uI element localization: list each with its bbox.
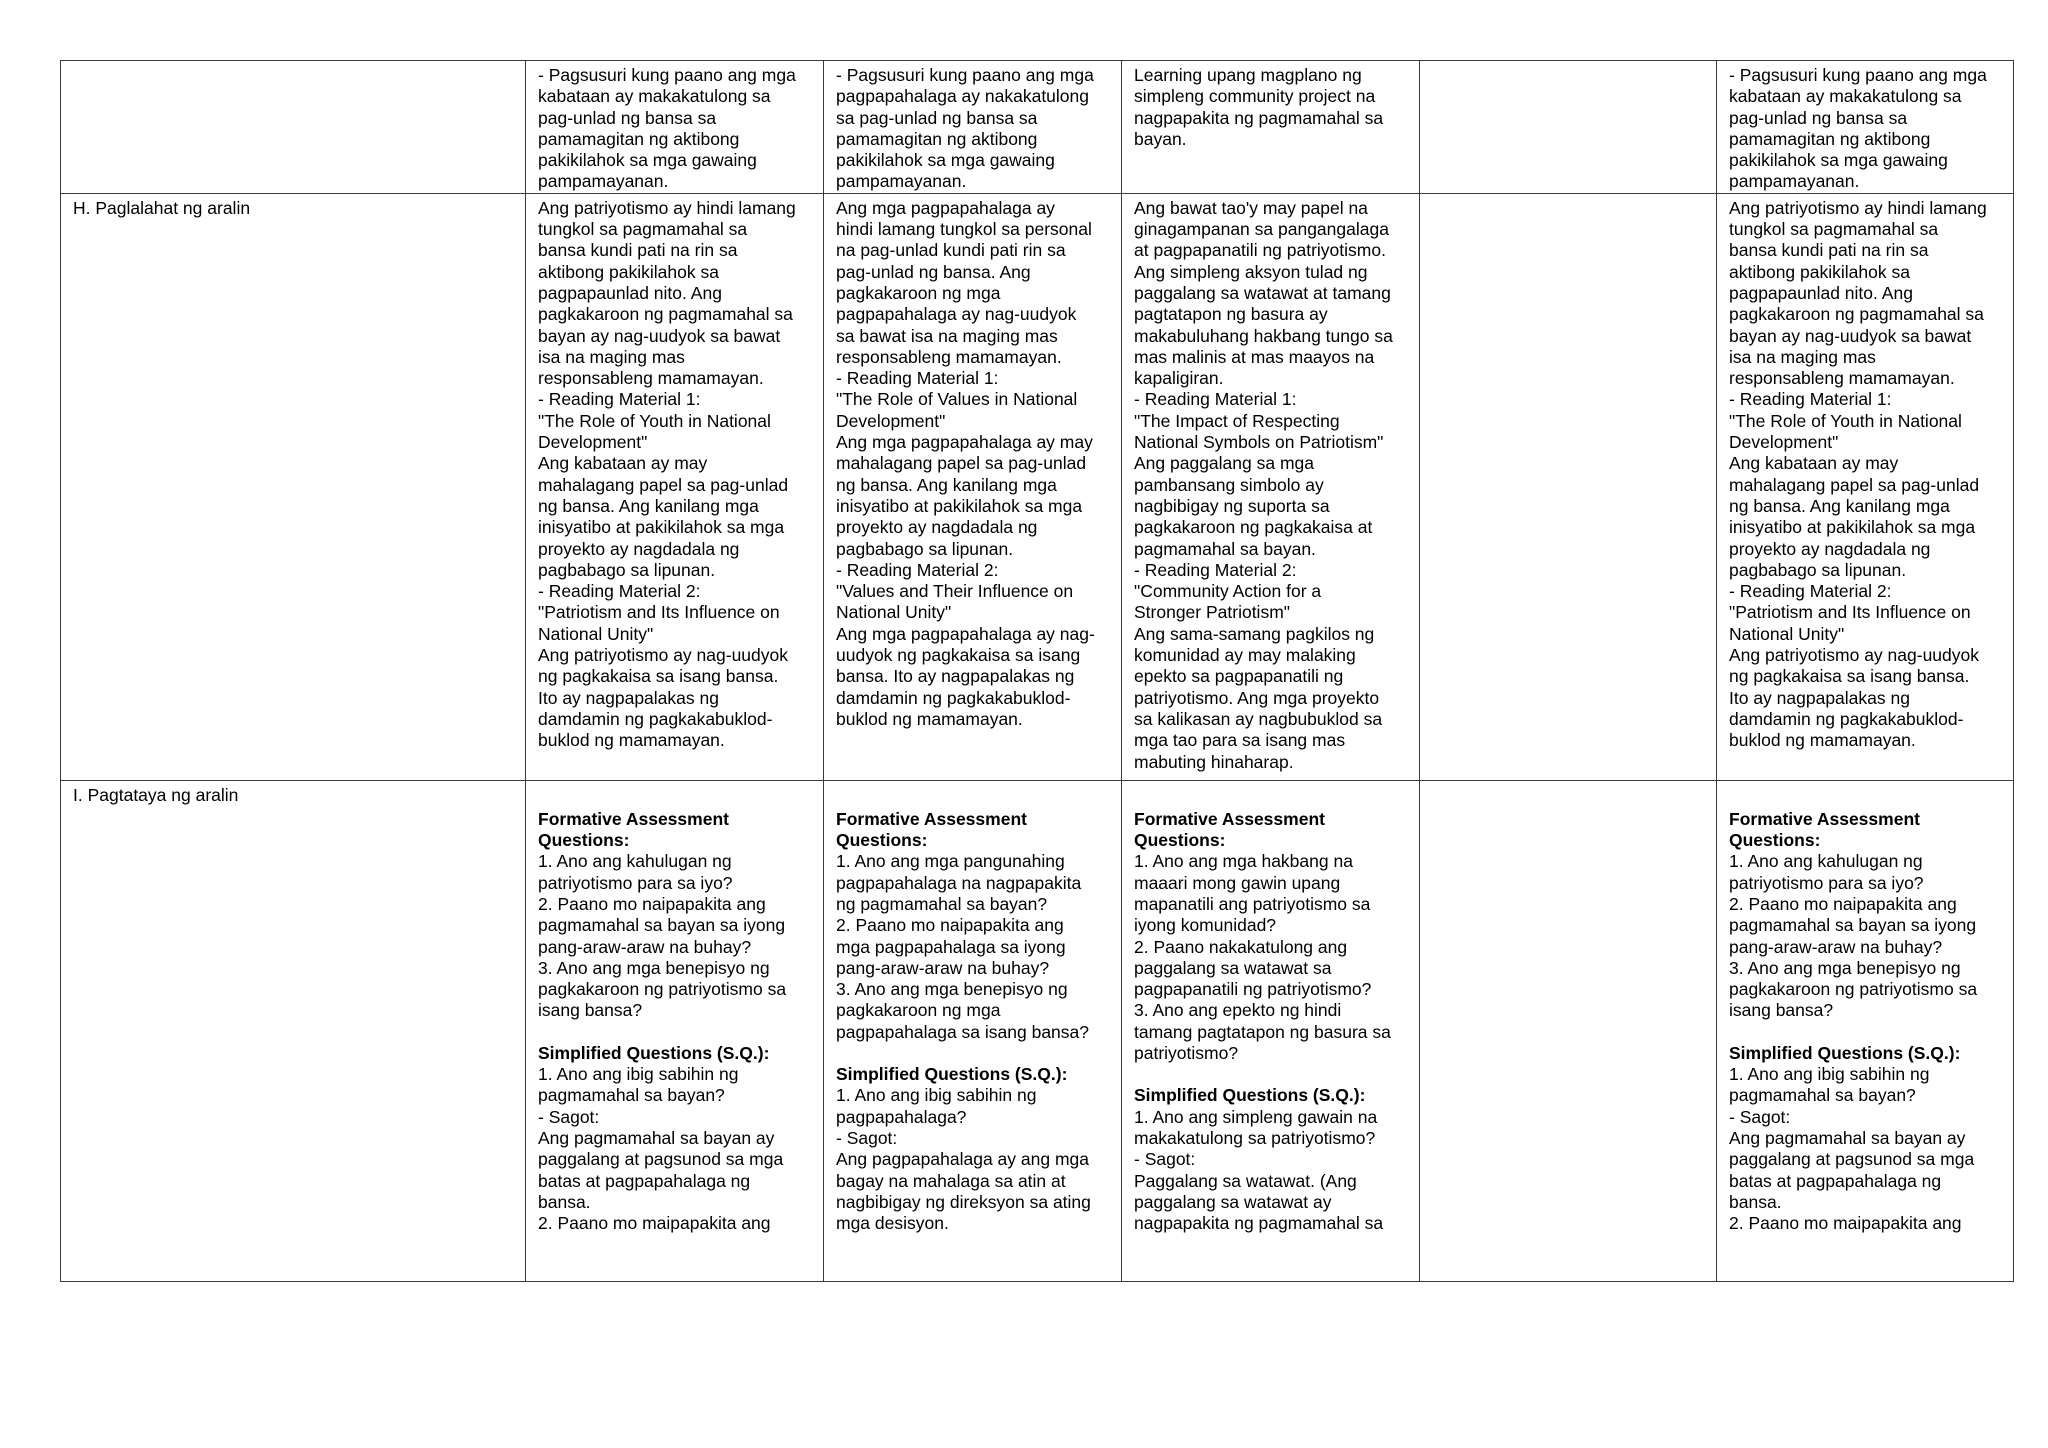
cell-text-line: sa bawat isa na maging mas — [836, 325, 1058, 346]
cell-text-line: 3. Ano ang mga benepisyo ng — [538, 957, 770, 978]
cell-text-line: pamamagitan ng aktibong — [538, 128, 740, 149]
cell-text-line: mga desisyon. — [836, 1213, 949, 1234]
cell-heading-line: Simplified Questions (S.Q.): — [538, 1042, 770, 1063]
cell-text-line: National Unity" — [836, 602, 952, 623]
cell-text-line: pagpapahalaga na nagpapakita — [836, 872, 1082, 893]
cell-text-line: Ang mga pagpapahalaga ay nag- — [836, 623, 1095, 644]
cell-text-line: nagpapakita ng pagmamahal sa — [1134, 1213, 1384, 1234]
table-cell — [526, 61, 824, 194]
cell-text-line: 1. Ano ang kahulugan ng — [538, 851, 732, 872]
cell-text-line: kapaligiran. — [1134, 368, 1224, 389]
cell-text-line: pagpapahalaga sa isang bansa? — [836, 1021, 1089, 1042]
cell-text-line: Ito ay nagpapalakas ng — [1729, 687, 1910, 708]
cell-text-line: pagpapaunlad nito. Ang — [538, 282, 722, 303]
cell-text-line: nagpapakita ng pagmamahal sa — [1134, 107, 1384, 128]
cell-text-line: Ang pagpapahalaga ay ang mga — [836, 1149, 1089, 1170]
cell-text-line: Ang bawat tao'y may papel na — [1134, 197, 1368, 218]
cell-text-line: bansa. — [538, 1191, 591, 1212]
cell-text-line: pang-araw-araw na buhay? — [538, 936, 752, 957]
table-cell — [1122, 780, 1420, 1281]
cell-text-line: 1. Ano ang kahulugan ng — [1729, 851, 1923, 872]
table-cell — [824, 193, 1122, 780]
cell-text-line: bayan ay nag-uudyok sa bawat — [538, 325, 781, 346]
table-cell — [1122, 193, 1420, 780]
cell-text-line: pagkakaroon ng pagmamahal sa — [538, 304, 793, 325]
cell-text-line: responsableng mamamayan. — [836, 346, 1062, 367]
cell-text-line: ng pagkakaisa sa isang bansa. — [538, 666, 779, 687]
cell-text-line: damdamin ng pagkakabuklod- — [1729, 708, 1964, 729]
cell-text-line: damdamin ng pagkakabuklod- — [836, 687, 1071, 708]
cell-text-line: inisyatibo at pakikilahok sa mga — [836, 495, 1083, 516]
cell-text-line: pagtatapon ng basura ay — [1134, 304, 1328, 325]
cell-text-line: mga tao para sa isang mas — [1134, 730, 1346, 751]
table-cell — [1717, 193, 2014, 780]
cell-text-line: kabataan ay makakatulong sa — [538, 86, 771, 107]
cell-text-line: Development" — [836, 410, 946, 431]
cell-text-line: 2. Paano mo maipapakita ang — [538, 1213, 771, 1234]
cell-text-line: "The Role of Youth in National — [1729, 410, 1962, 431]
cell-text-line: 2. Paano nakakatulong ang — [1134, 936, 1348, 957]
cell-text-line: bayan. — [1134, 128, 1187, 149]
cell-text-line: Ang patriyotismo ay nag-uudyok — [1729, 645, 1979, 666]
cell-text-line: - Reading Material 1: — [538, 389, 701, 410]
cell-text-line: makabuluhang hakbang tungo sa — [1134, 325, 1393, 346]
table-cell — [1717, 780, 2014, 1281]
cell-text-line: Ang pagmamahal sa bayan ay — [538, 1127, 775, 1148]
cell-text-line: mas malinis at mas maayos na — [1134, 346, 1375, 367]
cell-heading-line: Questions: — [538, 830, 630, 851]
cell-text-line: Development" — [538, 432, 648, 453]
cell-text-line: - Reading Material 1: — [1134, 389, 1297, 410]
line-spacer — [836, 1043, 1109, 1064]
cell-text-line: Ito ay nagpapalakas ng — [538, 687, 719, 708]
cell-text-line: aktibong pakikilahok sa — [1729, 261, 1910, 282]
cell-text-line: pampamayanan. — [1729, 171, 1860, 192]
cell-text-line: mahalagang papel sa pag-unlad — [1729, 474, 1980, 495]
cell-text-line: isa na maging mas — [1729, 346, 1876, 367]
cell-text-line: 2. Paano mo maipapakita ang — [1729, 1213, 1962, 1234]
cell-text-line: nagbibigay ng direksyon sa ating — [836, 1191, 1091, 1212]
cell-text-line: pagmamahal sa bayan. — [1134, 538, 1316, 559]
cell-text-line: Ang sama-samang pagkilos ng — [1134, 623, 1375, 644]
cell-text-line: ng pagmamahal sa bayan? — [836, 893, 1048, 914]
cell-text-line: bansa. — [1729, 1191, 1782, 1212]
cell-text-line: 1. Ano ang ibig sabihin ng — [538, 1064, 739, 1085]
cell-text-line: batas at pagpapahalaga ng — [538, 1170, 751, 1191]
cell-text-line: at pagpapanatili ng patriyotismo. — [1134, 240, 1386, 261]
cell-text-line: maaari mong gawin upang — [1134, 872, 1341, 893]
cell-text-line: Stronger Patriotism" — [1134, 602, 1290, 623]
cell-text-line: inisyatibo at pakikilahok sa mga — [538, 517, 785, 538]
cell-text-line: pagmamahal sa bayan sa iyong — [1729, 915, 1977, 936]
cell-text-line: "The Role of Youth in National — [538, 410, 771, 431]
cell-text-line: Ang kabataan ay may — [538, 453, 708, 474]
cell-text-line: patriyotismo para sa iyo? — [538, 872, 733, 893]
cell-text-line: proyekto ay nagdadala ng — [1729, 538, 1931, 559]
cell-text-line: kabataan ay makakatulong sa — [1729, 86, 1962, 107]
cell-text-line: proyekto ay nagdadala ng — [538, 538, 740, 559]
cell-text-line: isang bansa? — [538, 1000, 643, 1021]
cell-text-line: pagbabago sa lipunan. — [836, 538, 1014, 559]
lesson-plan-table — [60, 60, 2014, 1282]
cell-text-line: paggalang at pagsunod sa mga — [538, 1149, 784, 1170]
cell-text-line: ng bansa. Ang kanilang mga — [538, 495, 759, 516]
table-cell — [1122, 61, 1420, 194]
cell-text-line: epekto sa pagpapanatili ng — [1134, 666, 1344, 687]
cell-text-line: ng bansa. Ang kanilang mga — [836, 474, 1057, 495]
cell-text-line: pagkakaroon ng mga — [836, 282, 1001, 303]
table-cell — [526, 780, 824, 1281]
cell-text-line: "Patriotism and Its Influence on — [1729, 602, 1971, 623]
cell-text-line: pampamayanan. — [836, 171, 967, 192]
cell-text-line: pag-unlad ng bansa sa — [538, 107, 717, 128]
cell-text-line: - Pagsusuri kung paano ang mga — [836, 65, 1094, 85]
cell-text-line: "Patriotism and Its Influence on — [538, 602, 780, 623]
cell-text-line: "Values and Their Influence on — [836, 581, 1074, 602]
cell-text-line: - Reading Material 2: — [538, 581, 701, 602]
cell-text-line: hindi lamang tungkol sa personal — [836, 219, 1092, 240]
cell-text-line: - Sagot: — [538, 1106, 600, 1127]
cell-text-line: bansa kundi pati na rin sa — [538, 240, 738, 261]
cell-text-line: mga pagpapahalaga sa iyong — [836, 936, 1066, 957]
cell-text-line: - Sagot: — [1134, 1149, 1196, 1170]
cell-text-line: pagbabago sa lipunan. — [538, 559, 716, 580]
cell-text-line: pagbabago sa lipunan. — [1729, 559, 1907, 580]
cell-text-line: responsableng mamamayan. — [1729, 368, 1955, 389]
cell-text-line: pambansang simbolo ay — [1134, 474, 1324, 495]
cell-text-line: pagmamahal sa bayan? — [1729, 1085, 1916, 1106]
cell-text-line: ng pagkakaisa sa isang bansa. — [1729, 666, 1970, 687]
cell-text-line: pagkakaroon ng mga — [836, 1000, 1001, 1021]
cell-text-line: pagpapaunlad nito. Ang — [1729, 282, 1913, 303]
cell-text-line: paggalang sa watawat sa — [1134, 957, 1332, 978]
cell-text-line: pamamagitan ng aktibong — [836, 128, 1038, 149]
cell-text-line: batas at pagpapahalaga ng — [1729, 1170, 1942, 1191]
cell-text-line: nagbibigay ng suporta sa — [1134, 495, 1330, 516]
table-cell — [1717, 61, 2014, 194]
cell-text-line: Ang pagmamahal sa bayan ay — [1729, 1127, 1966, 1148]
cell-text-line: sa pag-unlad ng bansa sa — [836, 107, 1038, 128]
cell-text-line: - Reading Material 1: — [836, 368, 999, 389]
cell-heading-line: Formative Assessment — [836, 808, 1027, 829]
cell-text-line: mapanatili ang patriyotismo sa — [1134, 893, 1371, 914]
cell-text-line: - Pagsusuri kung paano ang mga — [538, 65, 796, 85]
cell-text-line: 2. Paano mo naipapakita ang — [1729, 893, 1957, 914]
cell-text-line: bansa. Ito ay nagpapalakas ng — [836, 666, 1075, 687]
cell-text-line: - Sagot: — [836, 1127, 898, 1148]
cell-text-line: pagpapahalaga ay nakakatulong — [836, 86, 1089, 107]
cell-text-line: uudyok ng pagkakaisa sa isang — [836, 645, 1081, 666]
cell-heading-line: Simplified Questions (S.Q.): — [1134, 1085, 1366, 1106]
cell-text-line: isang bansa? — [1729, 1000, 1834, 1021]
cell-heading-line: Questions: — [1134, 830, 1226, 851]
cell-text-line: pagkakaroon ng pagmamahal sa — [1729, 304, 1984, 325]
cell-text-line: pakikilahok sa mga gawaing — [1729, 150, 1948, 171]
cell-text-line: inisyatibo at pakikilahok sa mga — [1729, 517, 1976, 538]
cell-text-line: tungkol sa pagmamahal sa — [538, 219, 748, 240]
cell-text-line: - Reading Material 1: — [1729, 389, 1892, 410]
table-row — [61, 193, 2014, 780]
table-cell — [1420, 780, 1717, 1281]
cell-text-line: mabuting hinaharap. — [1134, 751, 1294, 772]
cell-text-line: pampamayanan. — [538, 171, 669, 192]
cell-text-line: isa na maging mas — [538, 346, 685, 367]
cell-heading-line: Formative Assessment — [1729, 808, 1920, 829]
cell-text-line: "The Impact of Respecting — [1134, 410, 1340, 431]
cell-text-line: - Reading Material 2: — [1729, 581, 1892, 602]
cell-text-line: tungkol sa pagmamahal sa — [1729, 219, 1939, 240]
cell-text-line: pamamagitan ng aktibong — [1729, 128, 1931, 149]
cell-text-line: pagpapahalaga? — [836, 1106, 967, 1127]
cell-heading-line: Formative Assessment — [538, 808, 729, 829]
cell-text-line: Ang patriyotismo ay hindi lamang — [538, 197, 796, 218]
cell-text-line: - Sagot: — [1729, 1106, 1791, 1127]
cell-text-line: 1. Ano ang ibig sabihin ng — [1729, 1064, 1930, 1085]
table-row — [61, 780, 2014, 1281]
cell-text-line: "Community Action for a — [1134, 581, 1322, 602]
cell-text-line: pang-araw-araw na buhay? — [1729, 936, 1943, 957]
cell-heading-line: Questions: — [836, 830, 928, 851]
cell-text-line: tamang pagtatapon ng basura sa — [1134, 1021, 1391, 1042]
cell-text-line: patriyotismo para sa iyo? — [1729, 872, 1924, 893]
cell-text-line: 3. Ano ang mga benepisyo ng — [836, 979, 1068, 1000]
cell-text-line: responsableng mamamayan. — [538, 368, 764, 389]
cell-text-line: buklod ng mamamayan. — [1729, 730, 1916, 751]
cell-text-line: pang-araw-araw na buhay? — [836, 957, 1050, 978]
cell-text-line: pagpapahalaga ay nag-uudyok — [836, 304, 1077, 325]
table-row — [61, 61, 2014, 194]
table-cell — [1420, 193, 1717, 780]
cell-text-line: aktibong pakikilahok sa — [538, 261, 719, 282]
table-cell — [824, 780, 1122, 1281]
cell-text-line: paggalang sa watawat ay — [1134, 1191, 1332, 1212]
cell-text-line: pakikilahok sa mga gawaing — [538, 150, 757, 171]
line-spacer — [1134, 1064, 1407, 1085]
row-label: I. Pagtataya ng aralin — [61, 780, 526, 1281]
cell-text-line: Learning upang magplano ng — [1134, 65, 1362, 85]
cell-text-line: - Pagsusuri kung paano ang mga — [1729, 65, 1987, 85]
cell-text-line: simpleng community project na — [1134, 86, 1376, 107]
cell-text-line: 1. Ano ang mga hakbang na — [1134, 851, 1353, 872]
cell-heading-line: Simplified Questions (S.Q.): — [1729, 1042, 1961, 1063]
cell-text-line: paggalang at pagsunod sa mga — [1729, 1149, 1975, 1170]
cell-text-line: pakikilahok sa mga gawaing — [836, 150, 1055, 171]
cell-text-line: mahalagang papel sa pag-unlad — [836, 453, 1087, 474]
cell-text-line: na pag-unlad kundi pati rin sa — [836, 240, 1066, 261]
cell-text-line: 3. Ano ang epekto ng hindi — [1134, 1000, 1342, 1021]
line-spacer — [1729, 1022, 2001, 1043]
cell-text-line: Ang mga pagpapahalaga ay may — [836, 432, 1093, 453]
cell-text-line: proyekto ay nagdadala ng — [836, 517, 1038, 538]
table-cell — [1420, 61, 1717, 194]
cell-text-line: 1. Ano ang ibig sabihin ng — [836, 1085, 1037, 1106]
line-spacer — [538, 1022, 811, 1043]
cell-heading-line: Simplified Questions (S.Q.): — [836, 1064, 1068, 1085]
cell-text-line: - Reading Material 2: — [1134, 559, 1297, 580]
cell-text-line: sa kalikasan ay nagbubuklod sa — [1134, 708, 1383, 729]
cell-text-line: komunidad ay may malaking — [1134, 645, 1356, 666]
cell-text-line: bayan ay nag-uudyok sa bawat — [1729, 325, 1972, 346]
cell-text-line: pag-unlad ng bansa. Ang — [836, 261, 1031, 282]
cell-text-line: paggalang sa watawat at tamang — [1134, 282, 1391, 303]
cell-text-line: 2. Paano mo naipapakita ang — [836, 915, 1064, 936]
cell-text-line: Ang simpleng aksyon tulad ng — [1134, 261, 1368, 282]
cell-text-line: makakatulong sa patriyotismo? — [1134, 1127, 1376, 1148]
cell-text-line: bansa kundi pati na rin sa — [1729, 240, 1929, 261]
cell-text-line: pagpapanatili ng patriyotismo? — [1134, 979, 1372, 1000]
cell-text-line: 1. Ano ang simpleng gawain na — [1134, 1106, 1378, 1127]
cell-heading-line: Questions: — [1729, 830, 1821, 851]
cell-text-line: bagay na mahalaga sa atin at — [836, 1170, 1066, 1191]
cell-text-line: Ang patriyotismo ay nag-uudyok — [538, 645, 788, 666]
cell-text-line: iyong komunidad? — [1134, 915, 1277, 936]
cell-text-line: National Symbols on Patriotism" — [1134, 432, 1384, 453]
cell-text-line: Development" — [1729, 432, 1839, 453]
row-label — [61, 61, 526, 194]
cell-text-line: 3. Ano ang mga benepisyo ng — [1729, 957, 1961, 978]
cell-text-line: Ang patriyotismo ay hindi lamang — [1729, 197, 1987, 218]
cell-text-line: 2. Paano mo naipapakita ang — [538, 893, 766, 914]
cell-text-line: Ang mga pagpapahalaga ay — [836, 197, 1055, 218]
cell-text-line: Ang paggalang sa mga — [1134, 453, 1314, 474]
cell-text-line: "The Role of Values in National — [836, 389, 1078, 410]
cell-text-line: pagmamahal sa bayan? — [538, 1085, 725, 1106]
cell-text-line: mahalagang papel sa pag-unlad — [538, 474, 789, 495]
cell-text-line: buklod ng mamamayan. — [836, 708, 1023, 729]
cell-text-line: pagkakaroon ng patriyotismo sa — [1729, 979, 1978, 1000]
cell-text-line: pagmamahal sa bayan sa iyong — [538, 915, 786, 936]
cell-text-line: damdamin ng pagkakabuklod- — [538, 708, 773, 729]
cell-text-line: National Unity" — [538, 623, 654, 644]
cell-text-line: pagkakaroon ng pagkakaisa at — [1134, 517, 1373, 538]
cell-text-line: - Reading Material 2: — [836, 559, 999, 580]
table-cell — [526, 193, 824, 780]
cell-text-line: pag-unlad ng bansa sa — [1729, 107, 1908, 128]
cell-text-line: National Unity" — [1729, 623, 1845, 644]
table-cell — [824, 61, 1122, 194]
cell-text-line: buklod ng mamamayan. — [538, 730, 725, 751]
cell-text-line: patriyotismo. Ang mga proyekto — [1134, 687, 1380, 708]
cell-heading-line: Formative Assessment — [1134, 808, 1325, 829]
row-label: H. Paglalahat ng aralin — [61, 193, 526, 780]
cell-text-line: ginagampanan sa pangangalaga — [1134, 219, 1389, 240]
cell-text-line: ng bansa. Ang kanilang mga — [1729, 495, 1950, 516]
cell-text-line: Paggalang sa watawat. (Ang — [1134, 1170, 1357, 1191]
cell-text-line: 1. Ano ang mga pangunahing — [836, 851, 1065, 872]
cell-text-line: pagkakaroon ng patriyotismo sa — [538, 979, 787, 1000]
cell-text-line: Ang kabataan ay may — [1729, 453, 1899, 474]
cell-text-line: patriyotismo? — [1134, 1043, 1239, 1064]
